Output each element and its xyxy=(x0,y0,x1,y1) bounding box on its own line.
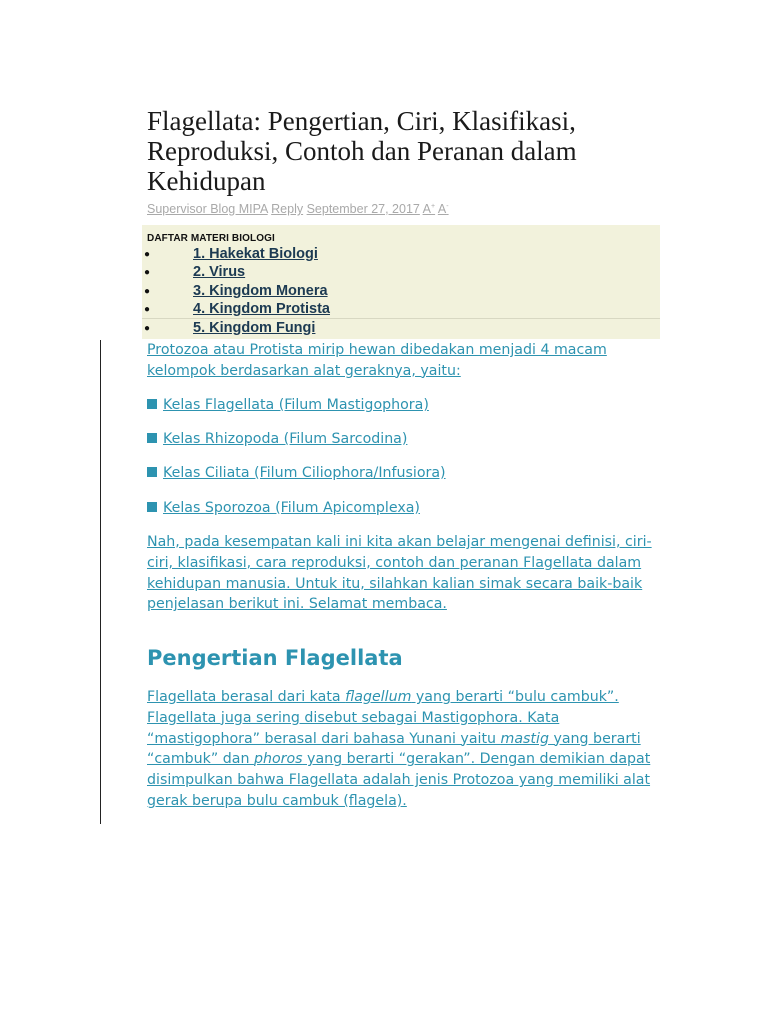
bullet-icon: ● xyxy=(144,285,151,297)
toc-link-hakekat-biologi[interactable]: 1. Hakekat Biologi xyxy=(193,246,318,262)
square-bullet-icon xyxy=(147,433,157,443)
bullet-icon: ● xyxy=(144,304,151,316)
article-meta xyxy=(147,202,449,216)
toc-heading: DAFTAR MATERI BIOLOGI xyxy=(147,233,275,244)
toc-item xyxy=(142,320,660,338)
definition-paragraph[interactable]: Flagellata berasal dari kata flagellum yang berarti “bulu cambuk”. Flagellata juga sering disebut sebagai Mastigophora. Kata “mastigophora” berasal dari bahasa Yunani yaitu mastig yang berarti “cambuk” dan phoros yang berarti “gerakan”. Dengan demikian dapat disimpulkan bahwa Flagellata adalah jenis Protozoa yang memiliki alat gerak berupa bulu cambuk (flagela). xyxy=(147,689,651,809)
class-item-sporozoa[interactable]: Kelas Sporozoa (Filum Apicomplexa) xyxy=(147,498,420,518)
toc-link-kingdom-fungi[interactable]: 5. Kingdom Fungi xyxy=(193,319,316,336)
font-increase-button[interactable]: A+ xyxy=(422,202,436,216)
bullet-icon: ● xyxy=(144,267,151,279)
font-decrease-button[interactable]: A- xyxy=(437,202,449,216)
author-link[interactable]: Supervisor Blog MIPA xyxy=(147,202,268,216)
date-link[interactable]: September 27, 2017 xyxy=(306,202,420,216)
left-margin-line xyxy=(100,340,101,824)
toc-box xyxy=(142,225,660,339)
bullet-icon: ● xyxy=(144,249,151,260)
toc-link-virus[interactable]: 2. Virus xyxy=(193,264,246,281)
toc-link-kingdom-monera[interactable]: 3. Kingdom Monera xyxy=(193,282,328,299)
toc-item xyxy=(142,246,660,264)
section-heading: Pengertian Flagellata xyxy=(147,646,403,670)
square-bullet-icon xyxy=(147,467,157,477)
article-title: Flagellata: Pengertian, Ciri, Klasifikasi, Reproduksi, Contoh dan Peranan dalam Kehidupan xyxy=(147,106,577,196)
toc-item xyxy=(142,283,660,301)
outro-paragraph[interactable]: Nah, pada kesempatan kali ini kita akan belajar mengenai definisi, ciri-ciri, klasifikasi, cara reproduksi, contoh dan peranan Flagellata dalam kehidupan manusia. Untuk itu, silahkan kalian simak secara baik-baik penjelasan berikut ini. Selamat membaca. xyxy=(147,534,652,613)
class-item-flagellata[interactable]: Kelas Flagellata (Filum Mastigophora) xyxy=(147,395,429,415)
class-item-rhizopoda[interactable]: Kelas Rhizopoda (Filum Sarcodina) xyxy=(147,429,407,449)
class-item-ciliata[interactable]: Kelas Ciliata (Filum Ciliophora/Infusiora) xyxy=(147,463,446,483)
square-bullet-icon xyxy=(147,399,157,409)
toc-link-kingdom-protista[interactable]: 4. Kingdom Protista xyxy=(193,301,330,318)
reply-link[interactable]: Reply xyxy=(271,202,304,216)
toc-item xyxy=(142,264,660,282)
square-bullet-icon xyxy=(147,502,157,512)
toc-divider xyxy=(142,318,660,319)
toc-list xyxy=(142,246,660,338)
intro-paragraph[interactable]: Protozoa atau Protista mirip hewan dibedakan menjadi 4 macam kelompok berdasarkan alat geraknya, yaitu: xyxy=(147,342,607,379)
bullet-icon: ● xyxy=(144,322,151,334)
toc-item xyxy=(142,301,660,319)
